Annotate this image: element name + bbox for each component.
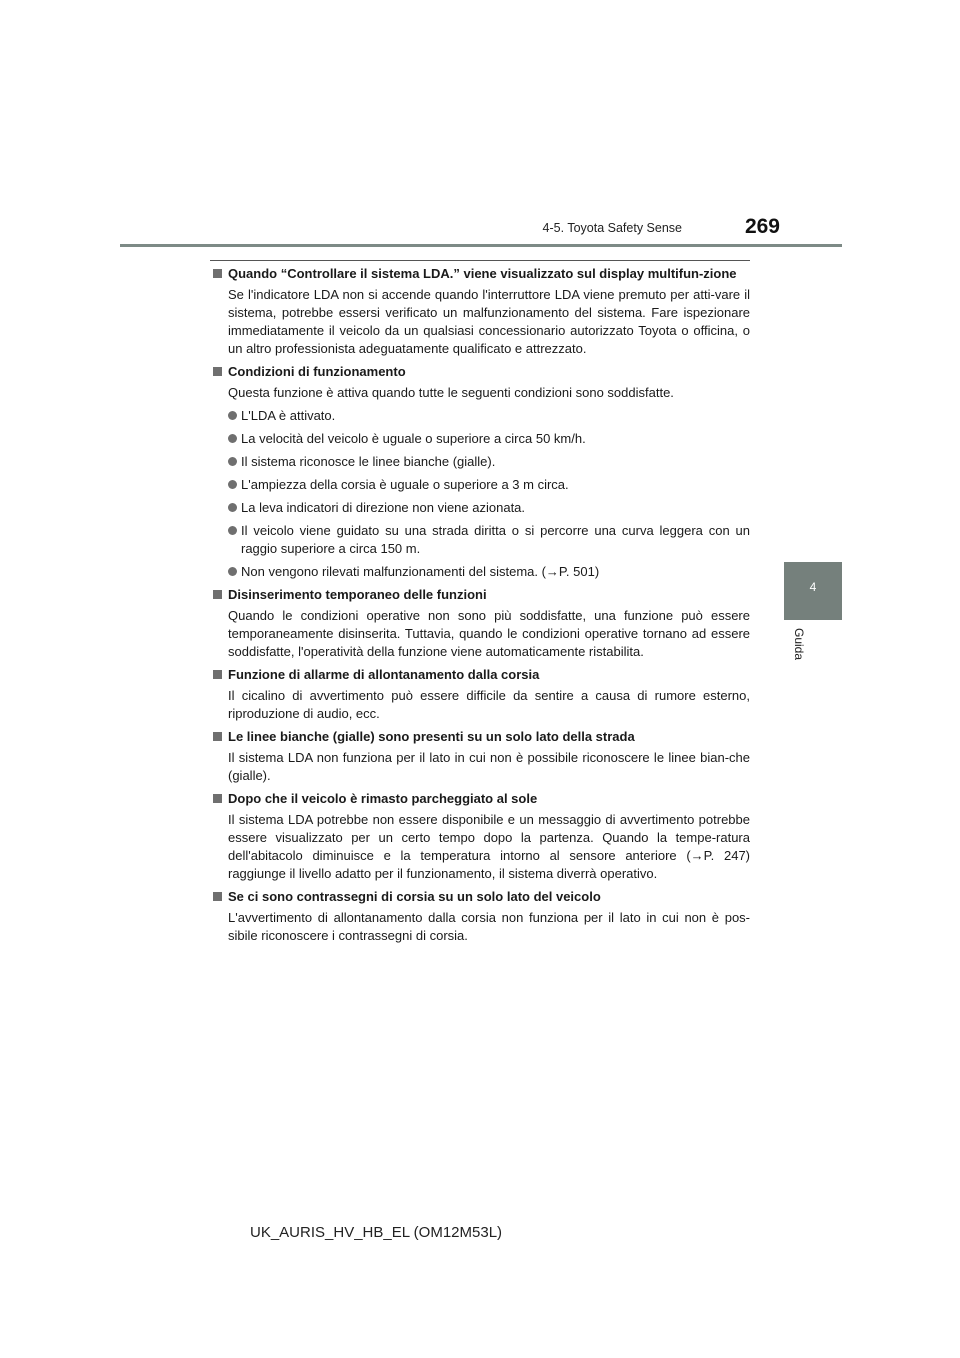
section-title: Dopo che il veicolo è rimasto parcheggiato al sole xyxy=(228,791,538,806)
bullet-text: Non vengono rilevati malfunzionamenti del sistema. (→P. 501) xyxy=(241,564,600,579)
round-bullet-icon xyxy=(228,434,237,443)
square-bullet-icon xyxy=(213,794,222,803)
section-paragraph: Questa funzione è attiva quando tutte le seguenti condizioni sono soddisfatte. xyxy=(228,385,674,400)
section-title: Quando “Controllare il sistema LDA.” viene visualizzato sul display multifun-zione xyxy=(228,266,737,281)
square-bullet-icon xyxy=(213,892,222,901)
note-section xyxy=(213,888,750,945)
section-title: Condizioni di funzionamento xyxy=(228,364,406,379)
bullet-text: L'ampiezza della corsia è uguale o superiore a 3 m circa. xyxy=(241,477,569,492)
bullet-text: L'LDA è attivato. xyxy=(241,408,336,423)
section-paragraph: Quando le condizioni operative non sono più soddisfatte, una funzione può essere temporaneamente disinserita. Tuttavia, quando le condizioni operative tornano ad essere soddisfatte, l'operatività della funzione viene automaticamente ristabilita. xyxy=(228,608,750,659)
section-paragraph: L'avvertimento di allontanamento dalla corsia non funziona per il lato in cui non è pos-sibile riconoscere i contrassegni di corsia. xyxy=(228,910,750,943)
bullet-item xyxy=(228,476,750,494)
section-title: Le linee bianche (gialle) sono presenti su un solo lato della strada xyxy=(228,729,635,744)
bullet-item xyxy=(228,563,750,581)
square-bullet-icon xyxy=(213,732,222,741)
note-section xyxy=(213,666,750,723)
note-section xyxy=(213,265,750,358)
section-heading xyxy=(213,728,750,746)
section-paragraph: Il sistema LDA potrebbe non essere disponibile e un messaggio di avvertimento potrebbe essere visualizzato per un certo tempo dopo la partenza. Quando la tempe-ratura dell'abitacolo diminuisce e la temperatura intorno al sensore anteriore (→P. 247) raggiunge il livello adatto per il funzionamento, il sistema diverrà operativo. xyxy=(228,812,750,881)
note-section xyxy=(213,790,750,883)
square-bullet-icon xyxy=(213,269,222,278)
chapter-number: 4 xyxy=(809,580,817,594)
section-heading xyxy=(213,265,750,283)
section-paragraph: Il cicalino di avvertimento può essere difficile da sentire a causa di rumore esterno, riproduzione di audio, ecc. xyxy=(228,688,750,721)
bullet-text: La leva indicatori di direzione non viene azionata. xyxy=(241,500,526,515)
header-rule xyxy=(120,244,842,247)
bullet-item xyxy=(228,522,750,558)
running-header-section: 4-5. Toyota Safety Sense xyxy=(542,221,682,235)
section-title: Se ci sono contrassegni di corsia su un solo lato del veicolo xyxy=(228,889,601,904)
round-bullet-icon xyxy=(228,526,237,535)
round-bullet-icon xyxy=(228,503,237,512)
round-bullet-icon xyxy=(228,457,237,466)
section-paragraph: Il sistema LDA non funziona per il lato in cui non è possibile riconoscere le linee bian-che (gialle). xyxy=(228,750,750,783)
bullet-text: La velocità del veicolo è uguale o superiore a circa 50 km/h. xyxy=(241,431,586,446)
round-bullet-icon xyxy=(228,480,237,489)
chapter-label: Guida xyxy=(792,628,806,661)
bullet-text: Il sistema riconosce le linee bianche (gialle). xyxy=(241,454,496,469)
page-number: 269 xyxy=(744,215,780,238)
square-bullet-icon xyxy=(213,367,222,376)
section-paragraph: Se l'indicatore LDA non si accende quando l'interruttore LDA viene premuto per atti-vare il sistema, potrebbe essersi verificato un malfunzionamento del sistema. Fare ispezionare immediatamente il veicolo da un qualsiasi concessionario autorizzato Toyota o officina, o un altro professionista adeguatamente qualificato e attrezzato. xyxy=(228,287,750,356)
square-bullet-icon xyxy=(213,670,222,679)
note-section xyxy=(213,363,750,581)
chapter-tab xyxy=(784,562,842,620)
section-heading xyxy=(213,666,750,684)
round-bullet-icon xyxy=(228,411,237,420)
document-code: UK_AURIS_HV_HB_EL (OM12M53L) xyxy=(250,1224,503,1241)
content-top-rule xyxy=(210,260,750,261)
section-heading xyxy=(213,586,750,604)
bullet-text: Il veicolo viene guidato su una strada diritta o si percorre una curva leggera con un raggio superiore a circa 150 m. xyxy=(241,523,750,556)
note-section xyxy=(213,728,750,785)
bullet-item xyxy=(228,430,750,448)
section-heading xyxy=(213,888,750,906)
bullet-item xyxy=(228,499,750,517)
section-title: Funzione di allarme di allontanamento dalla corsia xyxy=(228,667,540,682)
section-heading xyxy=(213,363,750,381)
section-heading xyxy=(213,790,750,808)
section-title: Disinserimento temporaneo delle funzioni xyxy=(228,587,487,602)
bullet-item xyxy=(228,453,750,471)
note-section xyxy=(213,586,750,661)
round-bullet-icon xyxy=(228,567,237,576)
main-content xyxy=(213,265,750,950)
square-bullet-icon xyxy=(213,590,222,599)
bullet-item xyxy=(228,407,750,425)
